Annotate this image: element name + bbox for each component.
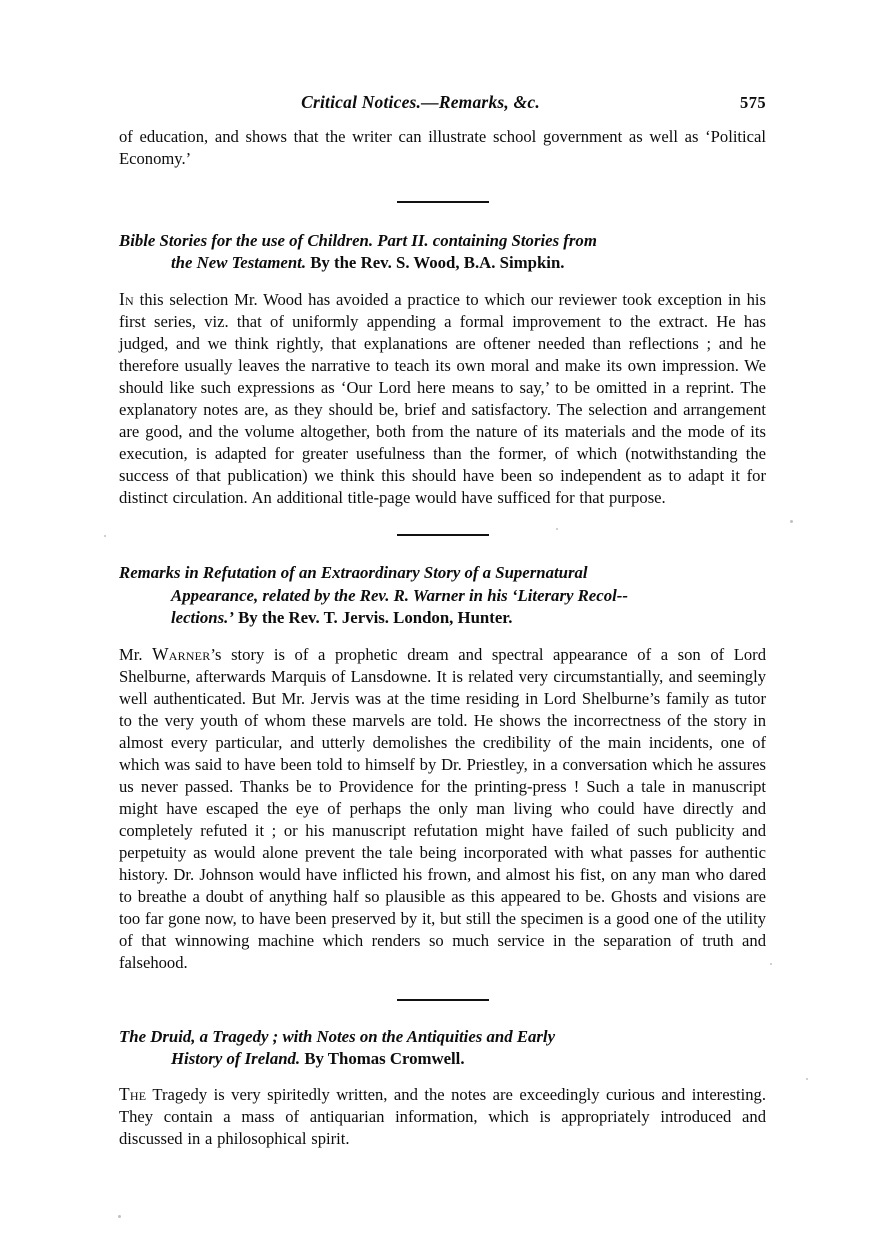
divider-rule <box>397 201 489 203</box>
section-divider-3 <box>119 988 766 1006</box>
scan-speck <box>104 535 106 537</box>
scan-speck <box>770 963 772 965</box>
review-title-2-line2: Appearance, related by the Rev. R. Warner in his ‘Literary Recol-- <box>171 585 628 605</box>
review-title-1 <box>119 230 766 274</box>
review-title-1-line2 <box>145 252 766 274</box>
review-title-3-line2 <box>145 1048 766 1070</box>
review-body-2 <box>119 643 766 974</box>
scan-speck <box>118 1215 121 1218</box>
review-title-3-imprint: By Thomas Cromwell. <box>300 1049 465 1069</box>
review-title-1-line2-italic: the New Testament. <box>171 253 307 273</box>
review-title-1-imprint: By the Rev. S. Wood, B.A. Simpkin. <box>306 253 565 273</box>
review-title-2-line3-italic: lections.’ <box>171 607 234 627</box>
page-number: 575 <box>740 93 766 112</box>
review-body-1 <box>119 288 766 509</box>
review-body-3 <box>119 1083 766 1150</box>
section-divider-1 <box>119 190 766 208</box>
scan-speck <box>806 1078 808 1080</box>
running-head <box>119 92 766 120</box>
section-divider-2 <box>119 523 766 541</box>
divider-rule <box>397 534 489 536</box>
review-title-2 <box>119 562 766 629</box>
review-body-1-text: this selection Mr. Wood has avoided a practice to which our reviewer took exception in his first series, viz. that of uniformly appending a formal improvement to the extract. He has judged, and we think rightly, that explanations are oftener needed than reflections ; and he therefore usually leaves the narrative to teach its own moral and make its own impression. We should like such expressions as ‘Our Lord here means to say,’ to be omitted in a reprint. The explanatory notes are, as they should be, brief and satisfactory. The selection and arrangement are good, and the volume altogether, both from the nature of its materials and the mode of its execution, is adapted for greater usefulness than the former, of which (notwithstanding the success of that publication) we think this should have been so independent as to adapt it for distinct circulation. An additional title-page would have sufficed for that purpose. <box>119 290 766 508</box>
review-title-3-line1: The Druid, a Tragedy ; with Notes on the Antiquities and Early <box>119 1027 556 1047</box>
review-body-3-text: Tragedy is very spiritedly written, and the notes are exceedingly curious and interesting. They contain a mass of antiquarian information, which is appropriately introduced and discussed in a philosophical spirit. <box>119 1085 766 1149</box>
review-title-2-line1: Remarks in Refutation of an Extraordinary Story of a Supernatural <box>119 563 588 583</box>
text-column <box>119 92 766 1150</box>
scan-speck <box>790 520 793 523</box>
review-title-3-line2-italic: History of Ireland. <box>171 1049 301 1069</box>
review-title-3 <box>119 1026 766 1070</box>
divider-rule <box>397 999 489 1001</box>
review-body-3-opening: The <box>119 1084 147 1105</box>
review-body-2-text: ’s story is of a prophetic dream and spectral appearance of a son of Lord Shelburne, afterwards Marquis of Lansdowne. It is related very circumstantially, and seemingly well authenticated. But Mr. Jervis was at the time residing in Lord Shelburne’s family as tutor to the very youth of whom these marvels are told. He shows the incorrectness of the story in almost every particular, and utterly demolishes the credibility of the main incidents, one of which was said to have been told to himself by Dr. Priestley, in a conversation which he assures us never passed. Thanks be to Providence for the printing-press ! Such a tale in manuscript might have escaped the eye of perhaps the only man living who could have directly and completely refuted it ; or his manuscript refutation might have failed of such publicity and perpetuity as would alone prevent the tale being incorporated with what passes for authentic history. Dr. Johnson would have inflicted his frown, and almost his fist, on any man who dared to breathe a doubt of anything half so plausible as this appeared to be. Ghosts and visions are too far gone now, to have been preserved by it, but still the specimen is a good one of the utility of that winnowing machine which renders so much service in the separation of truth and falsehood. <box>119 645 767 973</box>
review-title-2-line3 <box>145 607 766 629</box>
review-body-2-opening: Mr. <box>119 645 153 665</box>
review-body-1-opening: In <box>119 289 134 310</box>
continuation-paragraph: of education, and shows that the writer can illustrate school government as well as ‘Political Economy.’ <box>119 127 766 168</box>
running-head-title: Critical Notices.—Remarks, &c. <box>301 92 540 112</box>
review-title-1-line1: Bible Stories for the use of Children. Part II. containing Stories from <box>119 231 597 250</box>
review-title-2-imprint: By the Rev. T. Jervis. London, Hunter. <box>233 607 513 627</box>
review-body-2-smallcap-name: Warner <box>152 644 211 665</box>
